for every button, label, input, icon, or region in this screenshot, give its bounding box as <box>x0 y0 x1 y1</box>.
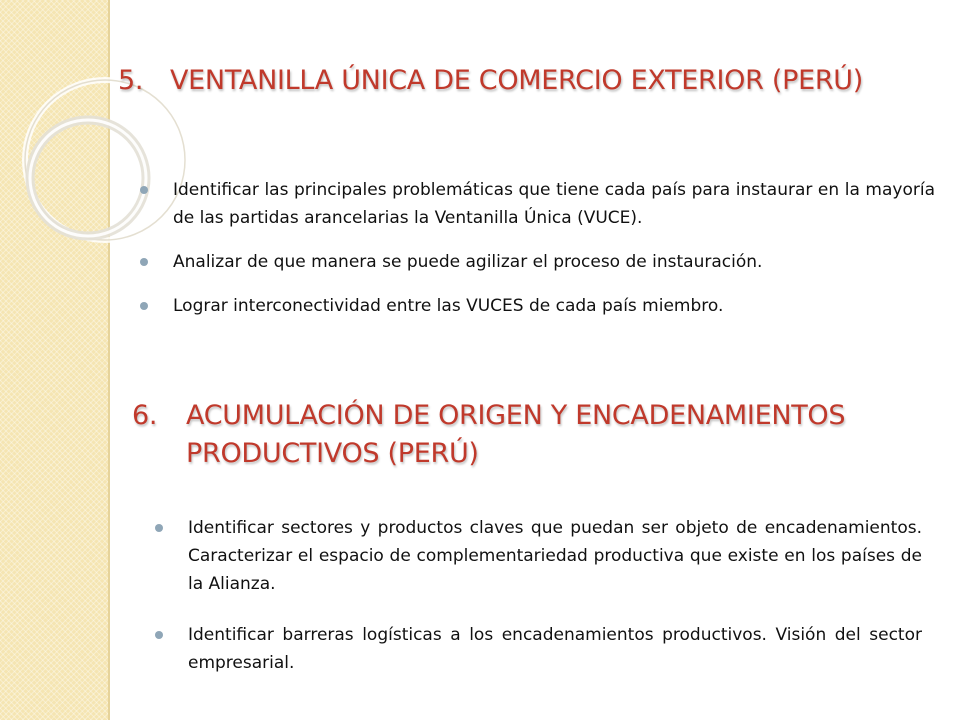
section-6-title: ACUMULACIÓN DE ORIGEN Y ENCADENAMIENTOS PRODUCTIVOS (PERÚ) <box>186 400 846 469</box>
bullet-text: Analizar de que manera se puede agilizar el proceso de instauración. <box>173 252 763 272</box>
section-5-number: 5. <box>118 65 144 96</box>
list-item <box>150 514 922 598</box>
list-item <box>135 292 935 320</box>
section-5-bullet-list <box>135 176 935 336</box>
bullet-text: Lograr interconectividad entre las VUCES de cada país miembro. <box>173 296 724 316</box>
bullet-text: Identificar sectores y productos claves que puedan ser objeto de encadenamientos. Caracterizar el espacio de complementariedad productiva que existe en los países de la Alianza. <box>188 518 922 594</box>
list-item <box>135 176 935 232</box>
list-item <box>135 248 935 276</box>
bullet-dot-icon <box>155 631 163 639</box>
list-item <box>150 621 922 677</box>
bullet-dot-icon <box>140 302 148 310</box>
section-6-bullet-list <box>150 514 922 700</box>
section-6-heading <box>132 397 922 473</box>
bullet-dot-icon <box>155 524 163 532</box>
bullet-text: Identificar las principales problemáticas que tiene cada país para instaurar en la mayoría de las partidas arancelarias la Ventanilla Única (VUCE). <box>173 180 935 228</box>
bullet-text: Identificar barreras logísticas a los encadenamientos productivos. Visión del sector empresarial. <box>188 625 922 673</box>
bullet-dot-icon <box>140 258 148 266</box>
section-5-heading <box>118 62 918 100</box>
section-5-title: VENTANILLA ÚNICA DE COMERCIO EXTERIOR (PERÚ) <box>170 65 863 96</box>
bullet-dot-icon <box>140 186 148 194</box>
section-6-number: 6. <box>132 400 158 431</box>
